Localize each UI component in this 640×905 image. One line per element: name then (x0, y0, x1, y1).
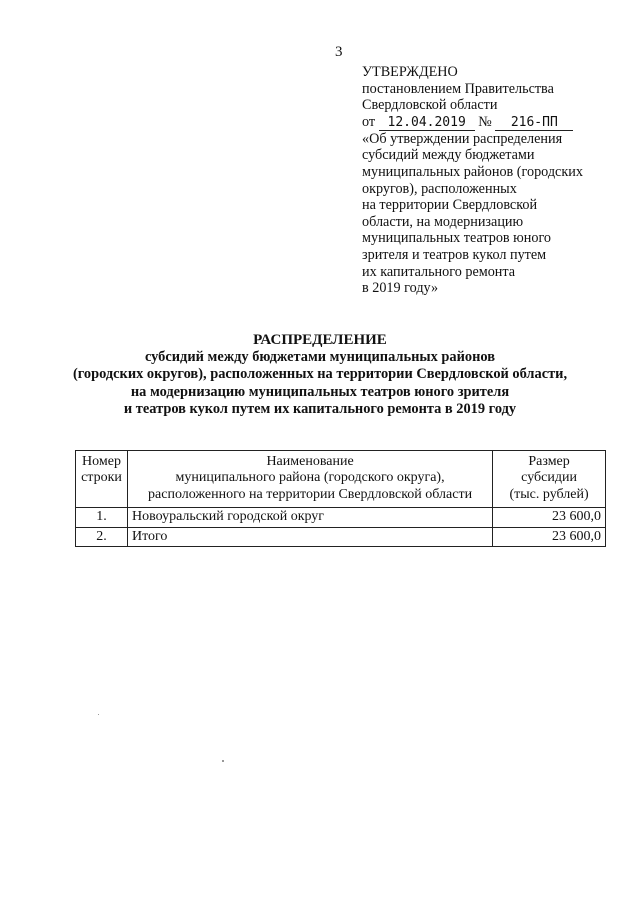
header-text: (тыс. рублей) (509, 486, 589, 502)
table-row (76, 527, 606, 546)
table-row (76, 508, 606, 527)
decree-title-line: зрителя и театров кукол путем (362, 246, 547, 263)
row-number: 1. (76, 508, 128, 527)
heading-line: на модернизацию муниципальных театров юного зрителя (130, 383, 510, 400)
approval-line: Свердловской области (362, 97, 498, 114)
heading-line: (городских округов), расположенных на территории Свердловской области, (72, 366, 568, 383)
row-name: Новоуральский городской округ (127, 508, 492, 527)
decree-title-line: муниципальных театров юного (362, 230, 552, 247)
decree-title-line: на территории Свердловской (362, 197, 538, 214)
page-number: 3 (335, 44, 343, 60)
header-text: расположенного на территории Свердловской области (148, 486, 473, 502)
distribution-table (75, 450, 606, 547)
decree-date: 12.04.2019 (379, 116, 475, 131)
approval-title: УТВЕРЖДЕНО (362, 64, 458, 80)
row-number: 2. (76, 527, 128, 546)
header-text: муниципального района (городского округа), (175, 470, 445, 486)
heading-line: и театров кукол путем их капитального ремонта в 2019 году (123, 400, 517, 417)
decree-title-line: их капитального ремонта (362, 263, 516, 280)
decree-title-line: муниципальных районов (городских (362, 163, 583, 180)
heading-title: РАСПРЕДЕЛЕНИЕ (253, 332, 387, 348)
heading-line: субсидий между бюджетами муниципальных районов (144, 349, 495, 366)
decree-title-line: субсидий между бюджетами (362, 147, 535, 164)
header-text: Наименование (266, 454, 354, 469)
approval-date-line (362, 114, 632, 131)
header-text: строки (81, 470, 122, 486)
row-name: Итого (127, 527, 492, 546)
number-prefix: № (478, 113, 492, 130)
decree-title-line: «Об утверждении распределения (362, 130, 563, 147)
decree-number: 216-ПП (495, 116, 573, 131)
header-text: Размер (528, 454, 570, 469)
header-amount (493, 451, 606, 508)
row-amount: 23 600,0 (493, 508, 606, 527)
scan-speck (98, 714, 99, 715)
decree-title-line: округов), расположенных (362, 180, 517, 197)
header-number (76, 451, 128, 508)
row-amount: 23 600,0 (493, 527, 606, 546)
approval-line: постановлением Правительства (362, 80, 554, 97)
header-text: субсидии (521, 470, 577, 486)
decree-title-line: в 2019 году» (362, 280, 439, 297)
date-prefix: от (362, 113, 376, 130)
decree-title-line: области, на модернизацию (362, 213, 524, 230)
document-heading (0, 332, 640, 418)
approval-stamp (362, 64, 632, 297)
header-name (127, 451, 492, 508)
table-header-row (76, 451, 606, 508)
scan-speck (222, 760, 224, 762)
header-text: Номер (82, 454, 121, 469)
